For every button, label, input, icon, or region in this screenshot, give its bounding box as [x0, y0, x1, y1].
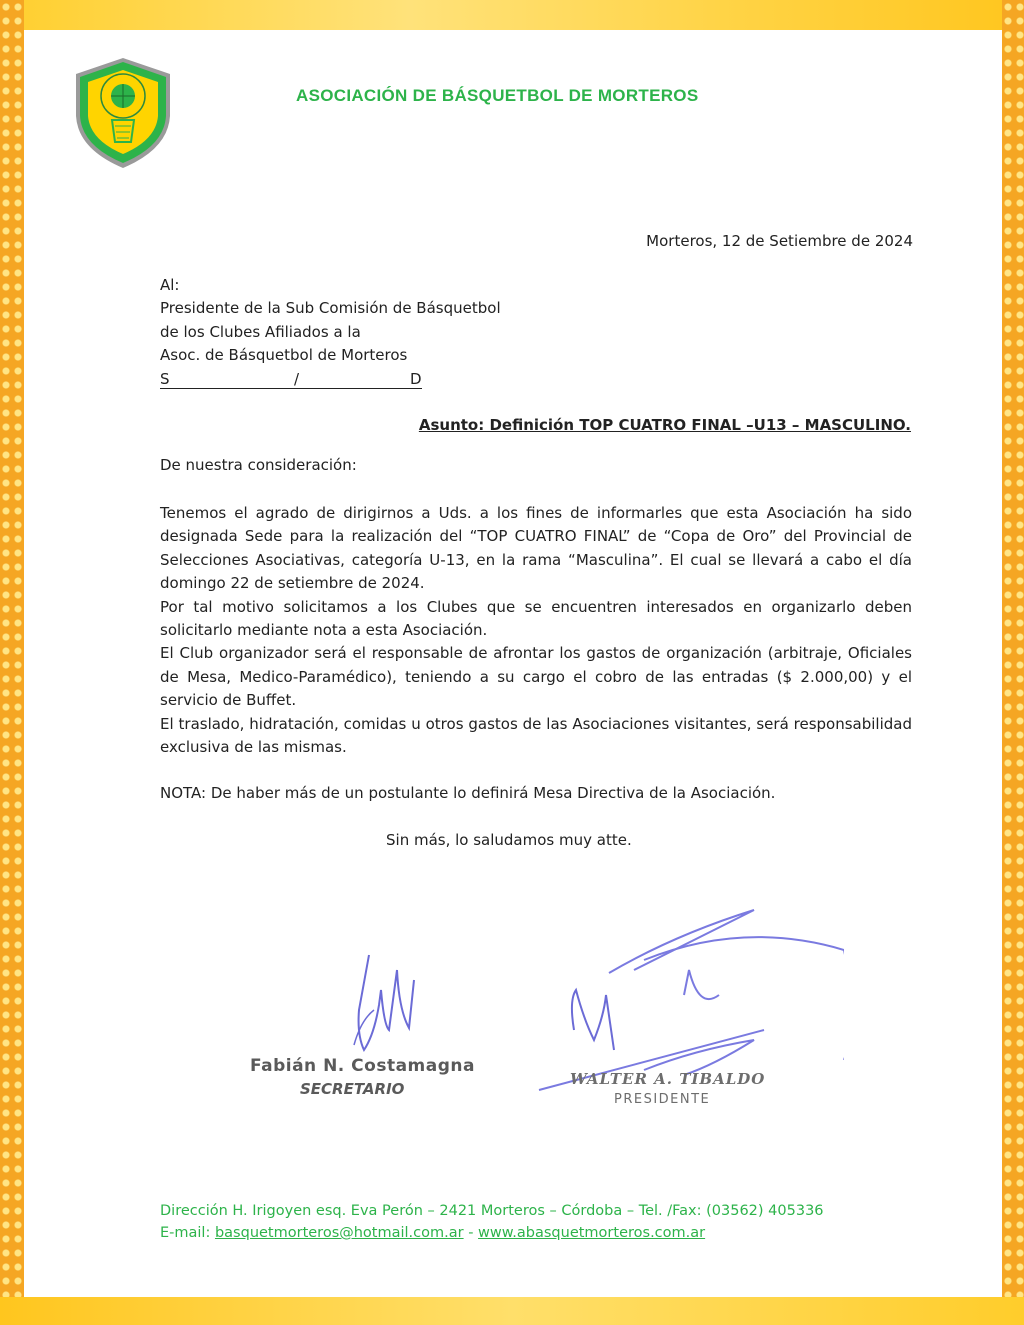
page-border-top: [0, 0, 1024, 30]
page-border-right: [1002, 0, 1024, 1325]
letter-closing: Sin más, lo saludamos muy atte.: [386, 831, 632, 849]
president-role: PRESIDENTE: [614, 1092, 711, 1107]
recipient-block: [160, 274, 501, 389]
footer-contact: [160, 1222, 824, 1244]
letter-page: [24, 30, 1002, 1297]
recipient-line: Al:: [160, 276, 180, 294]
secretary-name: Fabián N. Costamagna: [250, 1056, 475, 1076]
recipient-line: de los Clubes Afiliados a la: [160, 322, 361, 341]
footer-separator: -: [463, 1225, 479, 1241]
sd-slash: /: [294, 369, 300, 388]
footer-address: Dirección H. Irigoyen esq. Eva Perón – 2421 Morteros – Córdoba – Tel. /Fax: (03562) 405336: [160, 1203, 824, 1219]
letter-note: NOTA: De haber más de un postulante lo definirá Mesa Directiva de la Asociación.: [160, 784, 776, 802]
body-paragraph: Tenemos el agrado de dirigirnos a Uds. a los fines de informarles que esta Asociación ha sido designada Sede para la realización del “TOP CUATRO FINAL” de “Copa de Oro” del Provincial de Selecciones Asociativas, categoría U-13, en la rama “Masculina”. El cual se llevará a cabo el día domingo 22 de setiembre de 2024.: [160, 504, 912, 593]
footer: [160, 1200, 824, 1244]
sd-line: [160, 368, 422, 389]
letter-date: Morteros, 12 de Setiembre de 2024: [646, 232, 913, 250]
website-link[interactable]: www.abasquetmorteros.com.ar: [478, 1225, 706, 1241]
sd-s: S: [160, 369, 170, 388]
sd-d: D: [410, 369, 422, 388]
organization-title: ASOCIACIÓN DE BÁSQUETBOL DE MORTEROS: [296, 86, 699, 105]
letter-subject: Asunto: Definición TOP CUATRO FINAL –U13 – MASCULINO.: [418, 416, 911, 434]
body-paragraph: El Club organizador será el responsable de afrontar los gastos de organización (arbitraje, Oficiales de Mesa, Medico-Paramédico), teniendo a su cargo el cobro de las entradas ($ 2.000,00) y el servicio de Buffet.: [160, 644, 912, 710]
page-border-left: [0, 0, 24, 1325]
recipient-line: Asoc. de Básquetbol de Morteros: [160, 346, 408, 365]
email-label: E-mail:: [160, 1225, 215, 1241]
president-name: WALTER A. TIBALDO: [570, 1070, 766, 1088]
secretary-role: SECRETARIO: [300, 1080, 405, 1098]
letter-body: [160, 502, 912, 759]
association-logo: [68, 54, 178, 172]
recipient-line: Presidente de la Sub Comisión de Básquetbol: [160, 299, 501, 318]
email-link[interactable]: basquetmorteros@hotmail.com.ar: [214, 1225, 464, 1241]
body-paragraph: El traslado, hidratación, comidas u otros gastos de las Asociaciones visitantes, será responsabilidad exclusiva de las mismas.: [160, 714, 912, 757]
page-border-bottom: [0, 1297, 1024, 1325]
letter-greeting: De nuestra consideración:: [160, 456, 357, 474]
body-paragraph: Por tal motivo solicitamos a los Clubes que se encuentren interesados en organizarlo deben solicitarlo mediante nota a esta Asociación.: [160, 597, 912, 640]
